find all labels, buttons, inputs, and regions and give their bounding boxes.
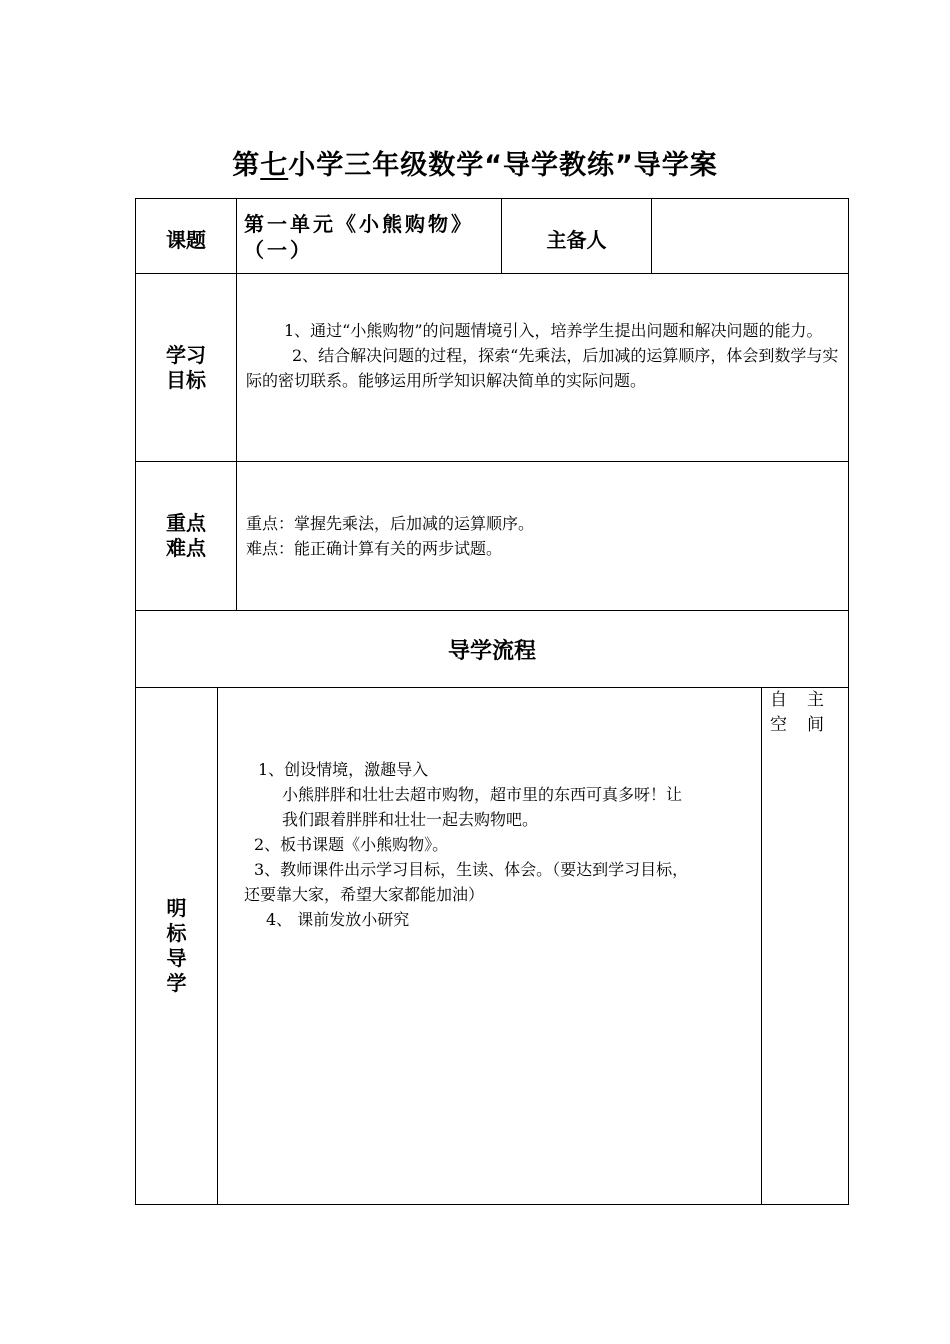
guide-step: 我们跟着胖胖和壮壮一起去购物吧。 xyxy=(282,810,539,829)
key-points-text xyxy=(246,511,842,561)
column-divider xyxy=(217,687,218,1205)
column-divider xyxy=(761,687,762,1205)
row-divider xyxy=(135,687,849,688)
guide-label: 明 标 导 学 xyxy=(166,896,187,995)
guide-step: 2、板书课题《小熊购物》。 xyxy=(254,835,449,854)
table-border-bottom xyxy=(135,1204,849,1205)
school-number: 七 xyxy=(260,150,289,181)
column-divider xyxy=(236,198,237,611)
guide-steps xyxy=(244,757,757,932)
difficult-point: 难点：能正确计算有关的两步试题。 xyxy=(246,539,503,558)
objective-item: 1、通过“小熊购物”的问题情境引入，培养学生提出问题和解决问题的能力。 xyxy=(284,321,823,340)
preparer-label: 主备人 xyxy=(546,228,607,252)
topic-label: 课题 xyxy=(166,228,206,252)
row-divider xyxy=(135,461,849,462)
column-divider xyxy=(651,198,652,274)
flow-heading: 导学流程 xyxy=(447,639,536,664)
guide-step: 3、教师课件出示学习目标，生读、体会。（要达到学习目标， xyxy=(254,860,689,879)
row-divider xyxy=(135,610,849,611)
page-title: 第七小学三年级数学“导学教练”导学案 xyxy=(232,150,718,181)
objectives-text xyxy=(246,318,842,393)
key-points-label: 重点 难点 xyxy=(166,511,206,560)
guide-step: 4、 课前发放小研究 xyxy=(266,910,410,929)
guide-step: 还要靠大家，希望大家都能加油） xyxy=(244,885,485,904)
self-study-space-label: 自 主 空 间 xyxy=(770,690,824,735)
guide-step: 小熊胖胖和壮壮去超市购物，超市里的东西可真多呀！让 xyxy=(282,785,683,804)
topic-value: 第一单元《小熊购物》 （一） xyxy=(244,212,474,262)
table-border-right xyxy=(848,198,849,1205)
table-border-top xyxy=(135,198,849,199)
guide-step: 1、创设情境，激趣导入 xyxy=(258,760,429,779)
row-divider xyxy=(135,273,849,274)
key-point: 重点：掌握先乘法，后加减的运算顺序。 xyxy=(246,514,535,533)
objectives-label: 学习 目标 xyxy=(166,343,206,392)
objective-item: 2、结合解决问题的过程，探索“先乘法，后加减的运算顺序，体会到数学与实际的密切联系。能够运用所学知识解决简单的实际问题。 xyxy=(246,346,839,390)
